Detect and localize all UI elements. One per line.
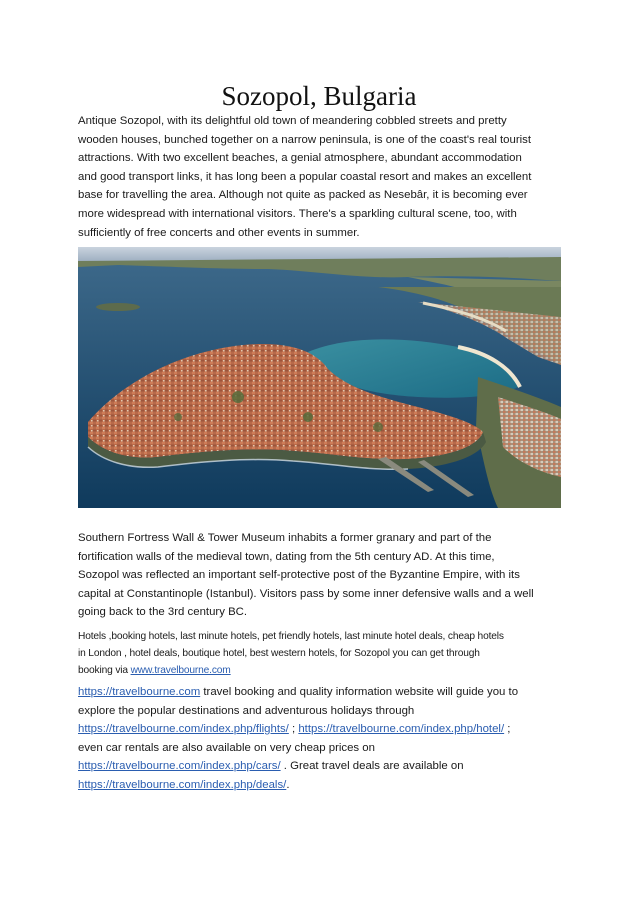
intro-line: base for travelling the area. Although not quite as packed as Nesebâr, it is becoming ever: [78, 189, 528, 202]
travelbourne-home-link[interactable]: https://travelbourne.com: [78, 686, 201, 698]
intro-line: Antique Sozopol, with its delightful old town of meandering cobbled streets and pretty: [78, 115, 507, 127]
separator-text: ;: [288, 723, 299, 736]
intro-line: more widespread with international visitors. There's a sparkling cultural scene, too, with: [78, 207, 517, 220]
closing-paragraph: [78, 683, 562, 795]
closing-line: even car rentals are also available on very cheap prices on: [78, 741, 375, 754]
closing-line: [78, 776, 562, 795]
hotels-paragraph: [78, 628, 562, 679]
hotels-line: [78, 662, 562, 679]
sozopol-aerial-photo: [78, 247, 561, 508]
cars-link[interactable]: https://travelbourne.com/index.php/cars/: [78, 760, 281, 773]
fortress-line: Southern Fortress Wall & Tower Museum inhabits a former granary and part of the: [78, 532, 492, 544]
fortress-paragraph: [78, 529, 562, 622]
closing-line: explore the popular destinations and adventurous holidays through: [78, 704, 415, 717]
fortress-line: Sozopol was reflected an important self-protective post of the Byzantine Empire, with its: [78, 569, 520, 582]
closing-line: [78, 720, 562, 739]
intro-line: and good transport links, it has long been a popular coastal resort and makes an excellent: [78, 170, 532, 183]
separator-text: ;: [504, 723, 511, 736]
intro-line: attractions. With two excellent beaches, a genial atmosphere, abundant accommodation: [78, 152, 522, 165]
closing-line: [78, 757, 562, 776]
hotel-link[interactable]: https://travelbourne.com/index.php/hotel/: [298, 723, 505, 736]
closing-line: [78, 683, 562, 702]
intro-paragraph: [78, 112, 562, 242]
fortress-line: fortification walls of the medieval town, dating from the 5th century AD. At this time,: [78, 550, 495, 563]
page-title: Sozopol, Bulgaria: [221, 81, 417, 111]
flights-link[interactable]: https://travelbourne.com/index.php/flights/: [78, 723, 289, 736]
fortress-line: capital at Constantinople (Istanbul). Visitors pass by some inner defensive walls and a well: [78, 587, 534, 600]
hotels-booking-text: booking via: [78, 665, 131, 676]
closing-text: . Great travel deals are available on: [280, 760, 464, 773]
closing-text: .: [286, 778, 290, 791]
hotels-line: in London , hotel deals, boutique hotel, best western hotels, for Sozopol you can get through: [78, 648, 480, 659]
deals-link[interactable]: https://travelbourne.com/index.php/deals/: [78, 778, 287, 791]
fortress-line: going back to the 3rd century BC.: [78, 606, 248, 619]
intro-line: wooden houses, bunched together on a narrow peninsula, is one of the coast's real tourist: [78, 133, 532, 146]
closing-text: travel booking and quality information website will guide you to: [200, 686, 519, 698]
travelbourne-www-link[interactable]: www.travelbourne.com: [130, 665, 231, 676]
hotels-line: Hotels ,booking hotels, last minute hotels, pet friendly hotels, last minute hotel deals, cheap hotels: [78, 631, 504, 642]
intro-line: sufficiently of free concerts and other events in summer.: [78, 226, 360, 239]
